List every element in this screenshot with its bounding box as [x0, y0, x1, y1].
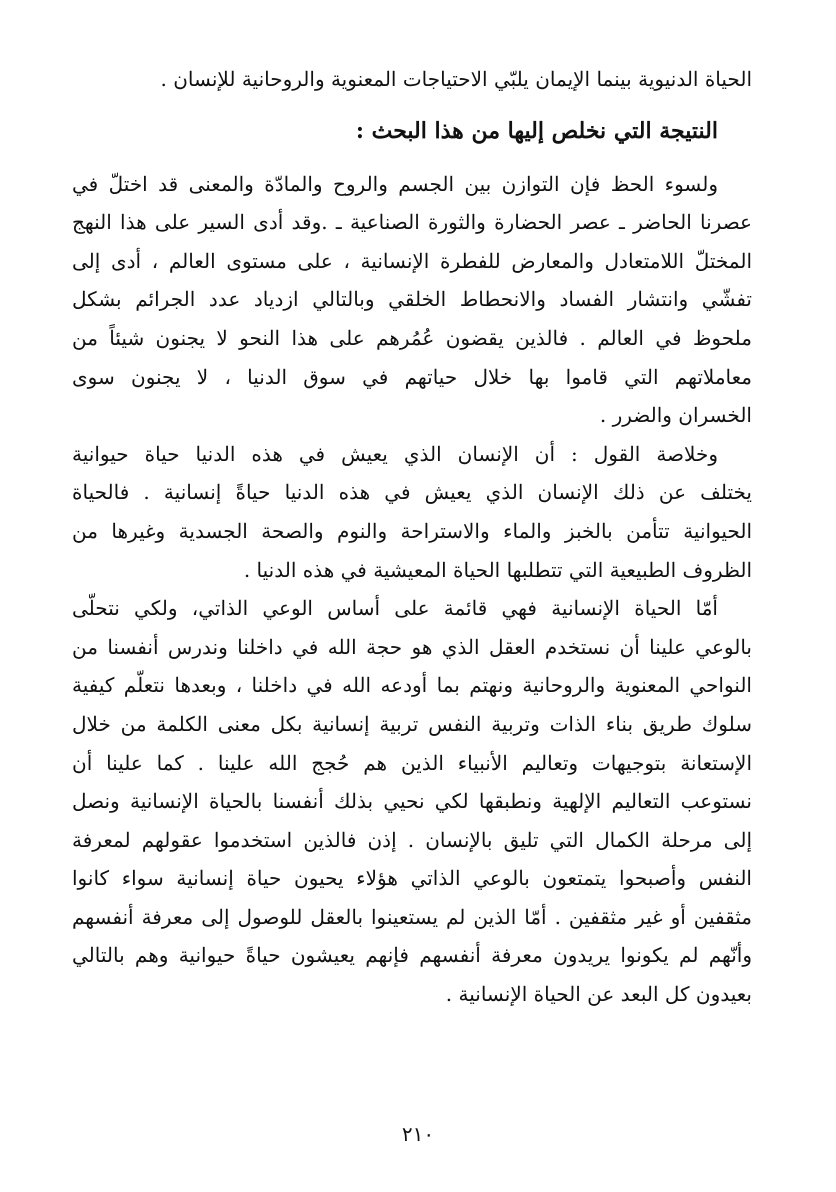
paragraph-line: معاملاتهم التي قاموا بها خلال حياتهم في سوق الدنيا ، لا يجنون سوى — [72, 364, 752, 389]
paragraph-line: عصرنا الحاضر ـ عصر الحضارة والثورة الصناعية ـ .وقد أدى السير على هذا النهج — [72, 210, 752, 235]
paragraph-line: النفس وأصبحوا يتمتعون بالوعي الذاتي هؤلاء يحيون حياة إنسانية سواء كانوا — [72, 866, 752, 891]
paragraph-line: وأنّهم لم يكونوا يريدون معرفة أنفسهم فإنهم يعيشون حياةً حيوانية وهم بالتالي — [72, 943, 752, 968]
paragraph-line: ملحوظ في العالم . فالذين يقضون عُمُرهم على هذا النحو لا يجنون شيئاً من — [72, 325, 752, 350]
section-heading: النتيجة التي نخلص إليها من هذا البحث : — [355, 117, 718, 144]
paragraph-line: وخلاصة القول : أن الإنسان الذي يعيش في هذه الدنيا حياة حيوانية — [72, 441, 718, 466]
paragraph-1 — [72, 165, 752, 435]
paragraph-2 — [72, 435, 752, 589]
paragraph-line: الظروف الطبيعية التي تتطلبها الحياة المعيشية في هذه الدنيا . — [243, 557, 752, 582]
paragraph-line: النواحي المعنوية والروحانية ونهتم بما أودعه الله في داخلنا ، وبعدها نتعلّم كيفية — [72, 673, 752, 698]
paragraph-line: يختلف عن ذلك الإنسان الذي يعيش في هذه الدنيا حياةً إنسانية . فالحياة — [72, 480, 752, 505]
page-number: ٢١٠ — [401, 1122, 435, 1146]
intro-line: الحياة الدنيوية بينما الإيمان يلبّي الاحتياجات المعنوية والروحانية للإنسان . — [160, 67, 752, 91]
paragraph-line: الإستعانة بتوجيهات وتعاليم الأنبياء الذين هم حُجج الله علينا . كما علينا أن — [72, 750, 752, 775]
paragraph-line: الخسران والضرر . — [599, 403, 752, 428]
paragraph-line: إلى مرحلة الكمال التي تليق بالإنسان . إذن فالذين استخدموا عقولهم لمعرفة — [72, 827, 752, 852]
paragraph-line: المختلّ اللامتعادل والمعارض للفطرة الإنسانية ، على مستوى العالم ، أدى إلى — [72, 248, 752, 273]
paragraph-line: نستوعب التعاليم الإلهية ونطبقها لكي نحيي بذلك أنفسنا بالحياة الإنسانية ونصل — [72, 789, 752, 814]
paragraph-line: تفشّي وانتشار الفساد والانحطاط الخلقي وبالتالي ازدياد عدد الجرائم بشكل — [72, 287, 752, 312]
page-body — [72, 60, 752, 1014]
paragraph-line: بعيدون كل البعد عن الحياة الإنسانية . — [445, 982, 752, 1007]
paragraph-3 — [72, 589, 752, 1014]
paragraph-line: مثقفين أو غير مثقفين . أمّا الذين لم يستعينوا بالعقل للوصول إلى معرفة أنفسهم — [72, 904, 752, 929]
paragraph-line: ولسوء الحظ فإن التوازن بين الجسم والروح والمادّة والمعنى قد اختلّ في — [72, 171, 718, 196]
paragraph-line: سلوك طريق بناء الذات وتربية النفس تربية إنسانية بكل معنى الكلمة من خلال — [72, 711, 752, 736]
paragraph-line: الحيوانية تتأمن بالخبز والماء والاستراحة والنوم والصحة الجسدية وغيرها من — [72, 518, 752, 543]
paragraph-line: أمّا الحياة الإنسانية فهي قائمة على أساس الوعي الذاتي، ولكي نتحلّى — [72, 596, 718, 621]
paragraph-line: بالوعي علينا أن نستخدم العقل الذي هو حجة الله في داخلنا وندرس أنفسنا من — [72, 634, 752, 659]
